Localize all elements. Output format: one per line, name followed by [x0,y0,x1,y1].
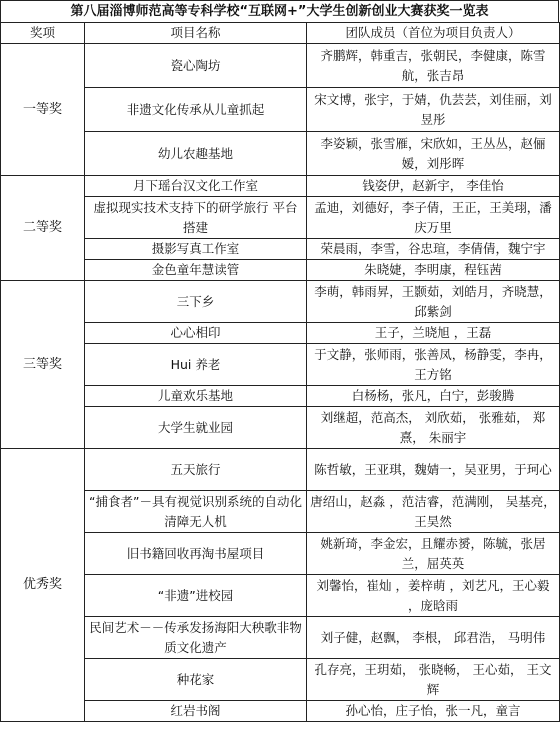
project-cell: 种花家 [85,659,307,701]
members-cell: 李姿颖，张雪雁，宋欣如，王丛丛，赵俪嫒，刘彤晖 [307,132,560,176]
table-row [1,386,560,407]
project-cell: 金色童年慧读管 [85,260,307,281]
members-cell: 于文静，张师雨，张善凤，杨静雯，李冉，王方铭 [307,344,560,386]
members-cell: 孔存亮，王玥茹， 张晓畅， 王心茹， 王文辉 [307,659,560,701]
table-row [1,281,560,323]
table-row [1,132,560,176]
table-row [1,491,560,533]
project-cell: 旧书籍回收再淘书屋项目 [85,533,307,575]
members-cell: 孟迪，刘德好，李子倩，王正，王美珝，潘庆万里 [307,197,560,239]
project-cell: Hui 养老 [85,344,307,386]
award-cell: 二等奖 [1,176,85,281]
project-cell: 瓷心陶坊 [85,44,307,88]
members-cell: 钱姿伊，赵新宇， 李佳怡 [307,176,560,197]
award-cell: 优秀奖 [1,449,85,722]
award-table [0,22,560,722]
members-cell: 齐鹏辉，韩重吉，张朝民，李健康，陈雪航，张吉昂 [307,44,560,88]
award-table-body [1,44,560,722]
table-row [1,239,560,260]
members-cell: 朱晓婕，李明康，程钰茜 [307,260,560,281]
project-cell: 儿童欢乐基地 [85,386,307,407]
project-cell: 大学生就业园 [85,407,307,449]
award-cell: 一等奖 [1,44,85,176]
header-members: 团队成员（首位为项目负责人） [307,23,560,44]
table-row [1,323,560,344]
project-cell: 心心相印 [85,323,307,344]
table-row [1,533,560,575]
table-row [1,407,560,449]
table-row [1,617,560,659]
header-row [1,23,560,44]
project-cell: 红岩书阁 [85,701,307,722]
table-row [1,197,560,239]
project-cell: 月下瑶台汉文化工作室 [85,176,307,197]
members-cell: 刘继超，范高杰， 刘欣茹， 张雅茹， 郑熹， 朱丽宇 [307,407,560,449]
header-award: 奖项 [1,23,85,44]
members-cell: 陈哲敏，王亚琪，魏婧一，吴亚男，于珂心 [307,449,560,491]
table-row [1,260,560,281]
members-cell: 白杨杨，张凡，白宁，彭骏腾 [307,386,560,407]
page-title: 第八届淄博师范高等专科学校“互联网+”大学生创新创业大赛获奖一览表 [0,0,559,22]
members-cell: 荣晨雨，李雪，谷忠瑄，李倩倩，魏宁宇 [307,239,560,260]
members-cell: 王子，兰晓旭 ，王磊 [307,323,560,344]
project-cell: 非遗文化传承从儿童抓起 [85,88,307,132]
table-row [1,44,560,88]
table-row [1,449,560,491]
project-cell: 五天旅行 [85,449,307,491]
table-row [1,659,560,701]
project-cell: “捕食者”－具有视觉识别系统的自动化清障无人机 [85,491,307,533]
members-cell: 刘馨怡，崔灿 ，姜梓萌 ，刘艺凡，王心毅 ，庞晗雨 [307,575,560,617]
table-row [1,344,560,386]
members-cell: 姚新琦，李金宏，且耀赤赟，陈毓，张居兰，屈英英 [307,533,560,575]
table-row [1,701,560,722]
members-cell: 宋文博，张宇，于婧，仇芸芸，刘佳丽，刘昱彤 [307,88,560,132]
members-cell: 刘子健，赵飘， 李根， 邱君浩， 马明伟 [307,617,560,659]
project-cell: 虚拟现实技术支持下的研学旅行 平台搭建 [85,197,307,239]
award-cell: 三等奖 [1,281,85,449]
members-cell: 唐绍山，赵淼 ，范洁睿，范满刚， 吴基亮， 王昊然 [307,491,560,533]
project-cell: 幼儿农趣基地 [85,132,307,176]
table-row [1,575,560,617]
project-cell: 民间艺术－－传承发扬海阳大秧歌非物质文化遗产 [85,617,307,659]
project-cell: 三下乡 [85,281,307,323]
project-cell: “非遗”进校园 [85,575,307,617]
members-cell: 李萌，韩雨昇，王颢茹，刘皓月，齐晓慧，邱紫剑 [307,281,560,323]
table-row [1,176,560,197]
members-cell: 孙心怡，庄子怡，张一凡，童言 [307,701,560,722]
table-row [1,88,560,132]
project-cell: 摄影写真工作室 [85,239,307,260]
header-project: 项目名称 [85,23,307,44]
